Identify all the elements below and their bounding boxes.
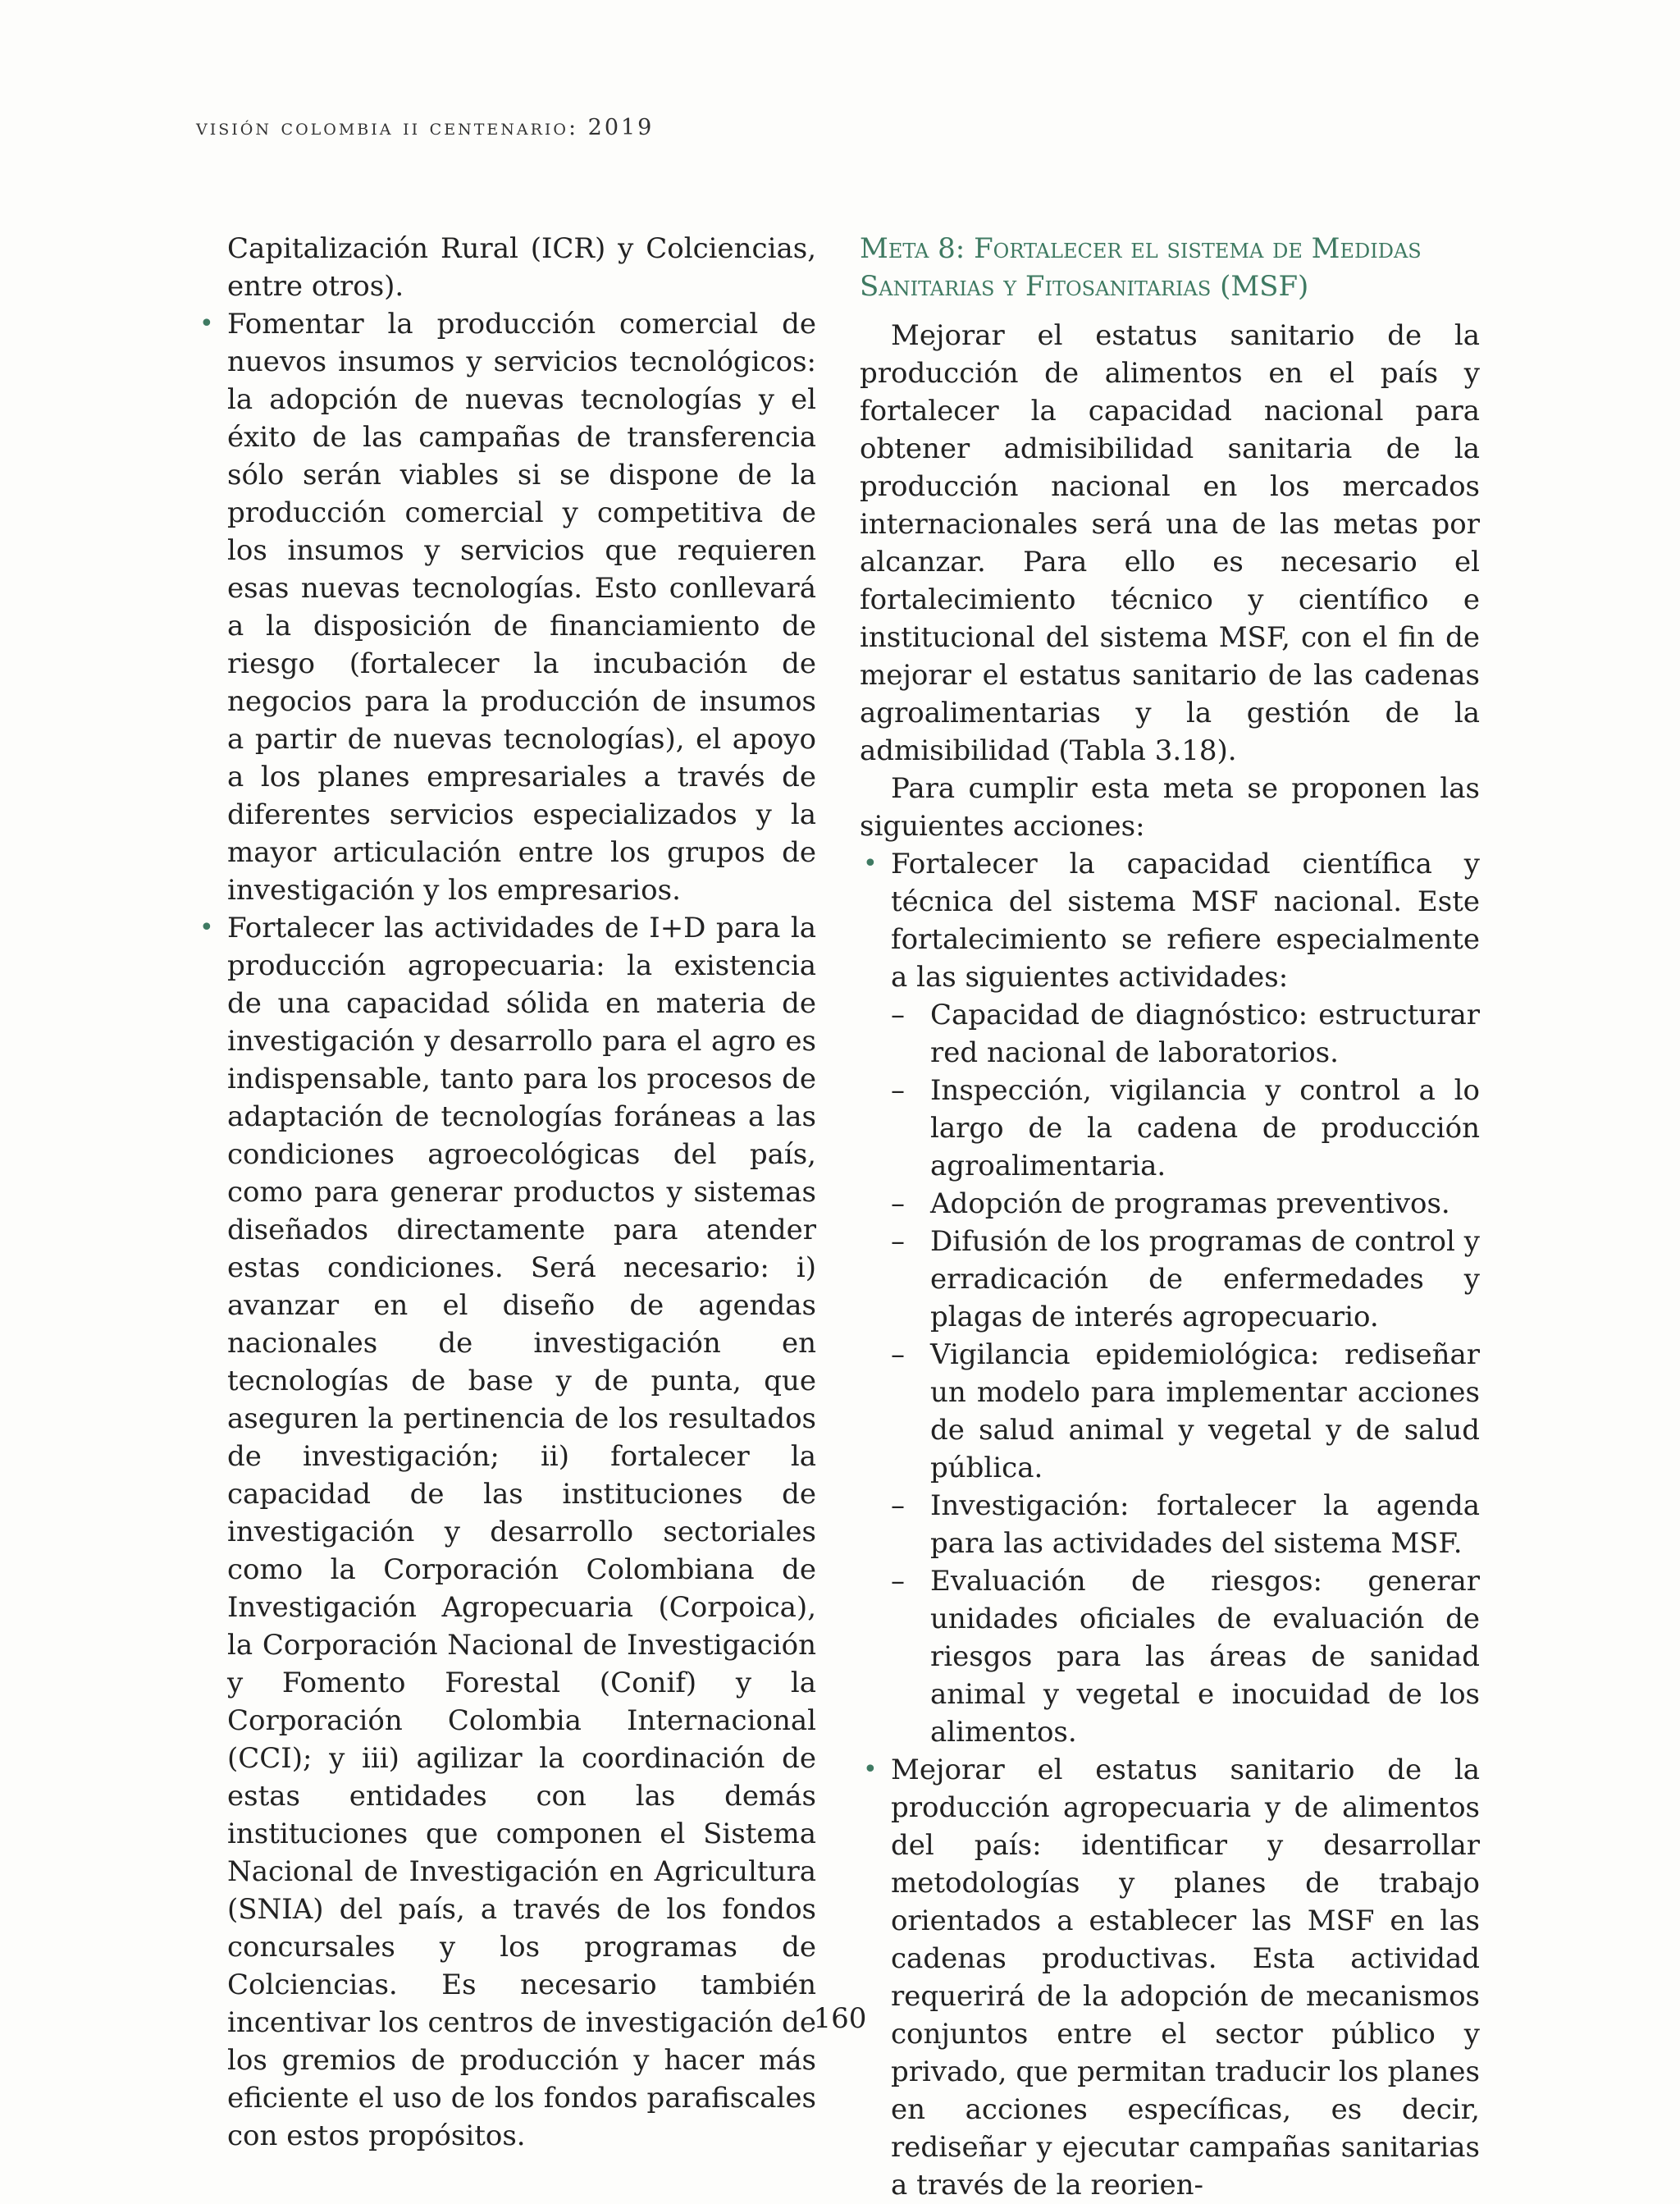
list-item: [196, 909, 816, 2155]
bullet-icon: •: [199, 913, 214, 942]
list-item: [196, 305, 816, 909]
list-item: [860, 845, 1480, 1751]
dash-icon: –: [891, 1489, 905, 1522]
right-column: [860, 230, 1480, 2204]
sub-list-item: [891, 996, 1480, 1072]
sub-list-item-text: Vigilancia epidemiológica: rediseñar un modelo para implementar acciones de salud animal y vegetal y de salud pública.: [930, 1338, 1480, 1484]
sub-list-item-text: Capacidad de diagnóstico: estructurar red nacional de laboratorios.: [930, 999, 1480, 1069]
list-item-text: Fomentar la producción comercial de nuevos insumos y servicios tecnológicos: la adopción de nuevas tecnologías y el éxito de las campañas de transferencia sólo serán viables si se dispone de la producción comercial y competitiva de los insumos y servicios que requieren esas nuevas tecnologías. Esto conllevará a la disposición de financiamiento de riesgo (fortalecer la incubación de negocios para la producción de insumos a partir de nuevas tecnologías), el apoyo a los planes empresariales a través de diferentes servicios especializados y la mayor articulación entre los grupos de investigación y los empresarios.: [227, 308, 816, 907]
dash-icon: –: [891, 1338, 905, 1371]
sub-list-item: [891, 1562, 1480, 1751]
sub-list-item: [891, 1072, 1480, 1185]
bullet-icon: •: [199, 309, 214, 338]
section-heading: Meta 8: Fortalecer el sistema de Medidas Sanitarias y Fitosanitarias (MSF): [860, 232, 1422, 303]
right-bullet-list: [860, 845, 1480, 2204]
list-item-text: Fortalecer la capacidad científica y técnica del sistema MSF nacional. Este fortalecimiento se refiere especialmente a las siguientes actividades:: [891, 848, 1480, 994]
sub-list: [891, 996, 1480, 1751]
body-paragraph: Mejorar el estatus sanitario de la producción de alimentos en el país y fortalecer la capacidad nacional para obtener admisibilidad sanitaria de la producción nacional en los mercados internacionales será una de las metas por alcanzar. Para ello es necesario el fortalecimiento técnico y científico e institucional del sistema MSF, con el fin de mejorar el estatus sanitario de las cadenas agroalimentarias y la gestión de la admisibilidad (Tabla 3.18).: [860, 319, 1480, 767]
dash-icon: –: [891, 1187, 905, 1220]
sub-list-item-text: Investigación: fortalecer la agenda para las actividades del sistema MSF.: [930, 1489, 1480, 1560]
sub-list-item: [891, 1223, 1480, 1336]
left-column: [196, 230, 816, 2155]
sub-list-item: [891, 1487, 1480, 1562]
sub-list-item-text: Evaluación de riesgos: generar unidades oficiales de evaluación de riesgos para las áreas de sanidad animal y vegetal e inocuidad de los alimentos.: [930, 1565, 1480, 1749]
dash-icon: –: [891, 1074, 905, 1107]
sub-list-item-text: Difusión de los programas de control y erradicación de enfermedades y plagas de interés agropecuario.: [930, 1225, 1480, 1333]
list-item-text: Fortalecer las actividades de I+D para la producción agropecuaria: la existencia de una capacidad sólida en materia de investigación y desarrollo para el agro es indispensable, tanto para los procesos de adaptación de tecnologías foráneas a las condiciones agroecológicas del país, como para generar productos y sistemas diseñados directamente para atender estas condiciones. Será necesario: i) avanzar en el diseño de agendas nacionales de investigación en tecnologías de base y de punta, que aseguren la pertinencia de los resultados de investigación; ii) fortalecer la capacidad de las instituciones de investigación y desarrollo sectoriales como la Corporación Colombiana de Investigación Agropecuaria (Corpoica), la Corporación Nacional de Investigación y Fomento Forestal (Conif) y la Corporación Colombia Internacional (CCI); y iii) agilizar la coordinación de estas entidades con las demás instituciones que componen el Sistema Nacional de Investigación en Agricultura (SNIA) del país, a través de los fondos concursales y los programas de Colciencias. Es necesario también incentivar los centros de investigación de los gremios de producción y hacer más eficiente el uso de los fondos parafiscales con estos propósitos.: [227, 912, 817, 2152]
body-paragraph: Para cumplir esta meta se proponen las siguientes acciones:: [860, 772, 1480, 843]
dash-icon: –: [891, 1225, 905, 1258]
list-item: [860, 1751, 1480, 2204]
dash-icon: –: [891, 1565, 905, 1598]
dash-icon: –: [891, 999, 905, 1031]
continuation-paragraph: Capitalización Rural (ICR) y Colciencias, entre otros).: [227, 232, 816, 303]
sub-list-item: [891, 1336, 1480, 1487]
sub-list-item-text: Adopción de programas preventivos.: [930, 1187, 1450, 1220]
left-bullet-list: [196, 305, 816, 2155]
bullet-icon: •: [863, 849, 878, 878]
sub-list-item-text: Inspección, vigilancia y control a lo largo de la cadena de producción agroalimentaria.: [930, 1074, 1480, 1182]
page-number: 160: [813, 2002, 867, 2035]
sub-list-item: [891, 1185, 1480, 1223]
running-header: visión colombia ii centenario: 2019: [196, 115, 655, 140]
list-item-text: Mejorar el estatus sanitario de la producción agropecuaria y de alimentos del país: identificar y desarrollar metodologías y planes de trabajo orientados a establecer las MSF en las cadenas productivas. Esta actividad requerirá de la adopción de mecanismos conjuntos entre el sector público y privado, que permitan traducir los planes en acciones específicas, es decir, rediseñar y ejecutar campañas sanitarias a través de la reorien-: [891, 1754, 1480, 2202]
bullet-icon: •: [863, 1755, 878, 1784]
